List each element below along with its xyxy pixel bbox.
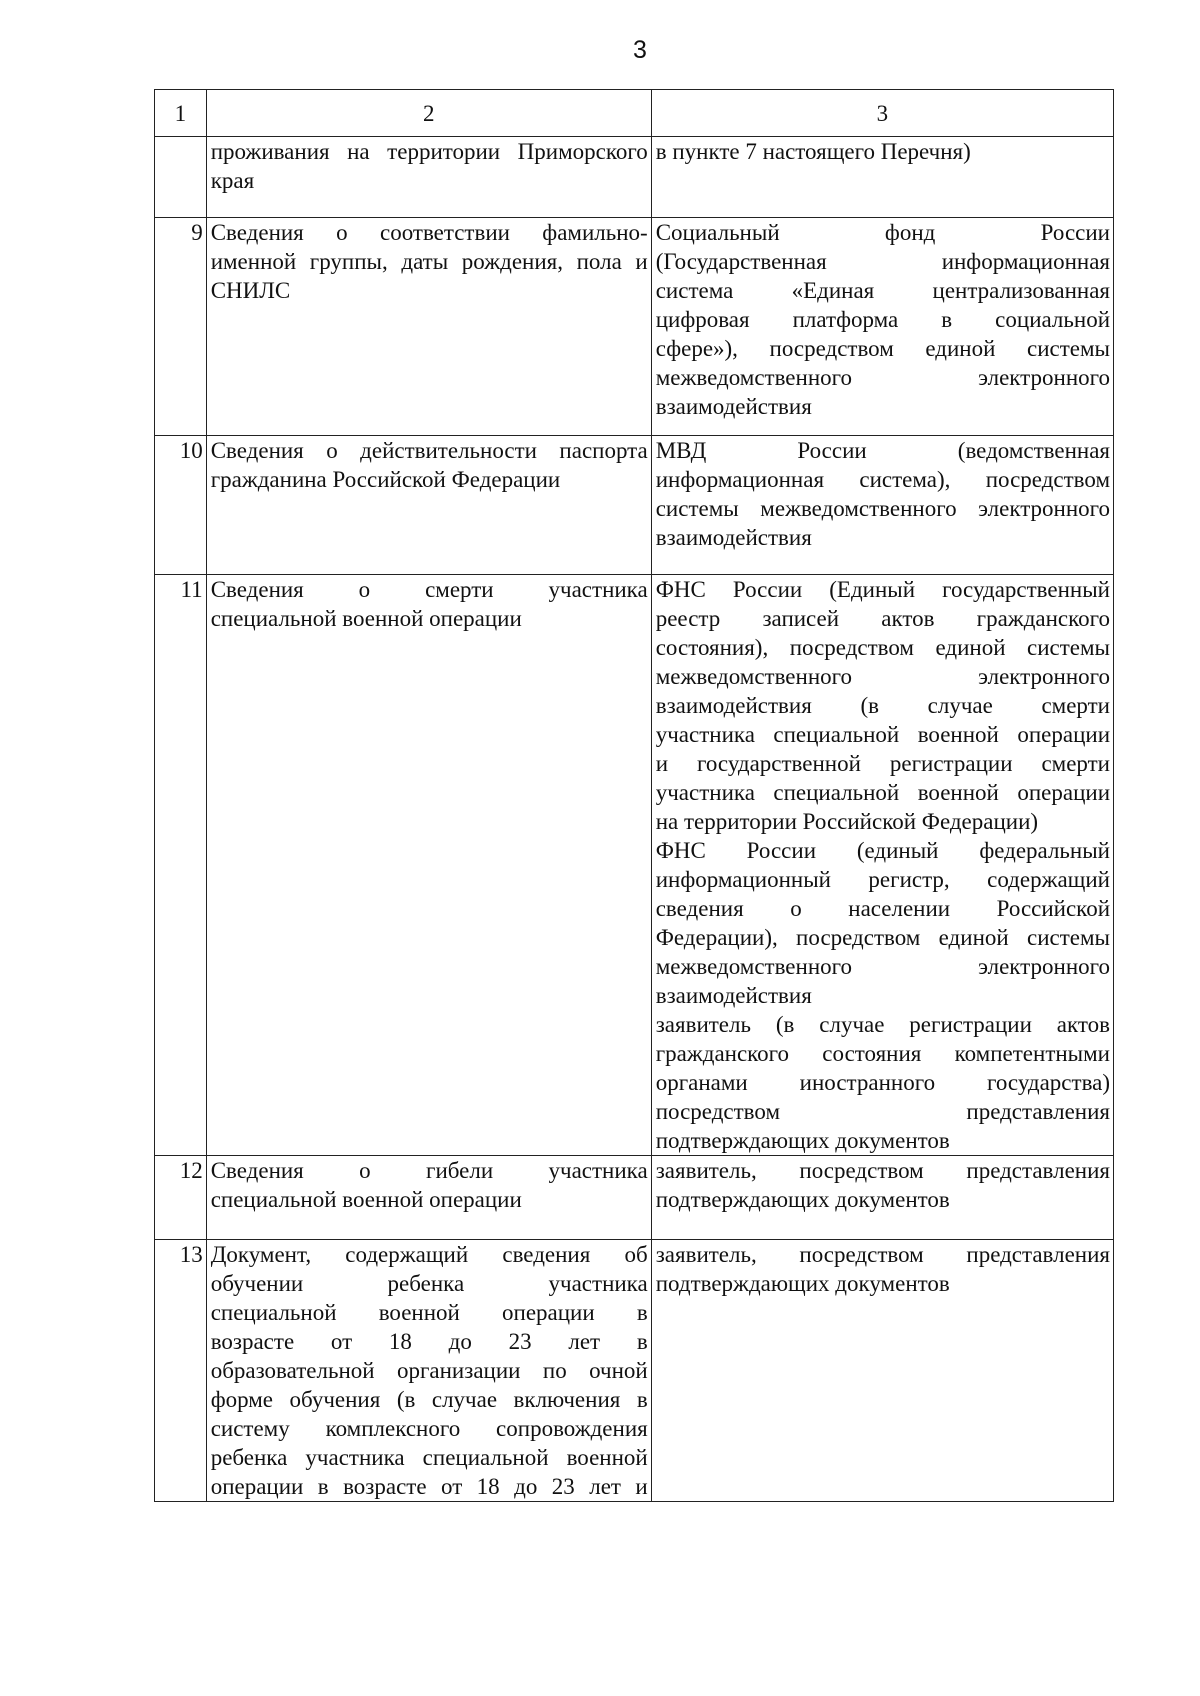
row-number (155, 137, 207, 218)
row-source: Социальный фонд России (Государственная информационная система «Единая централизованная цифровая платформа в социальной сфере»), посредством единой системы межведомственного электронного взаимодействия (651, 218, 1113, 436)
row-info: проживания на территории Приморского края (206, 137, 651, 218)
table-row (155, 137, 1114, 218)
documents-table (154, 89, 1114, 1502)
row-number: 11 (155, 575, 207, 1156)
page-number: 3 (633, 36, 647, 64)
row-info: Документ, содержащий сведения об обучении ребенка участника специальной военной операции в возрасте от 18 до 23 лет в образовательной организации по очной форме обучения (в случае включения в систему комплексного сопровождения ребенка участника специальной военной операции в возрасте от 18 до 23 лет и (206, 1240, 651, 1502)
row-source: ФНС России (Единый государственный реестр записей актов гражданского состояния), посредством единой системы межведомственного электронного взаимодействия (в случае смерти участника специальной военной операции и государственной регистрации смерти участника специальной военной операции на территории Российской Федерации) ФНС России (единый федеральный информационный регистр, содержащий сведения о населении Российской Федерации), посредством единой системы межведомственного электронного взаимодействия заявитель (в случае регистрации актов гражданского состояния компетентными органами иностранного государства) посредством представления подтверждающих документов (651, 575, 1113, 1156)
row-source: в пункте 7 настоящего Перечня) (651, 137, 1113, 218)
row-number: 9 (155, 218, 207, 436)
row-source: МВД России (ведомственная информационная система), посредством системы межведомственного электронного взаимодействия (651, 436, 1113, 575)
row-source: заявитель, посредством представления подтверждающих документов (651, 1240, 1113, 1502)
table-row (155, 1240, 1114, 1502)
table-row (155, 1156, 1114, 1240)
row-source: заявитель, посредством представления подтверждающих документов (651, 1156, 1113, 1240)
row-info: Сведения о смерти участника специальной военной операции (206, 575, 651, 1156)
table-row (155, 575, 1114, 1156)
table-row (155, 436, 1114, 575)
header-col-2: 2 (206, 90, 651, 137)
row-info: Сведения о соответствии фамильно- именной группы, даты рождения, пола и СНИЛС (206, 218, 651, 436)
table-row (155, 218, 1114, 436)
header-col-1: 1 (155, 90, 207, 137)
header-col-3: 3 (651, 90, 1113, 137)
row-number: 10 (155, 436, 207, 575)
row-info: Сведения о гибели участника специальной военной операции (206, 1156, 651, 1240)
row-number: 13 (155, 1240, 207, 1502)
table-header-row (155, 90, 1114, 137)
row-number: 12 (155, 1156, 207, 1240)
row-info: Сведения о действительности паспорта гражданина Российской Федерации (206, 436, 651, 575)
